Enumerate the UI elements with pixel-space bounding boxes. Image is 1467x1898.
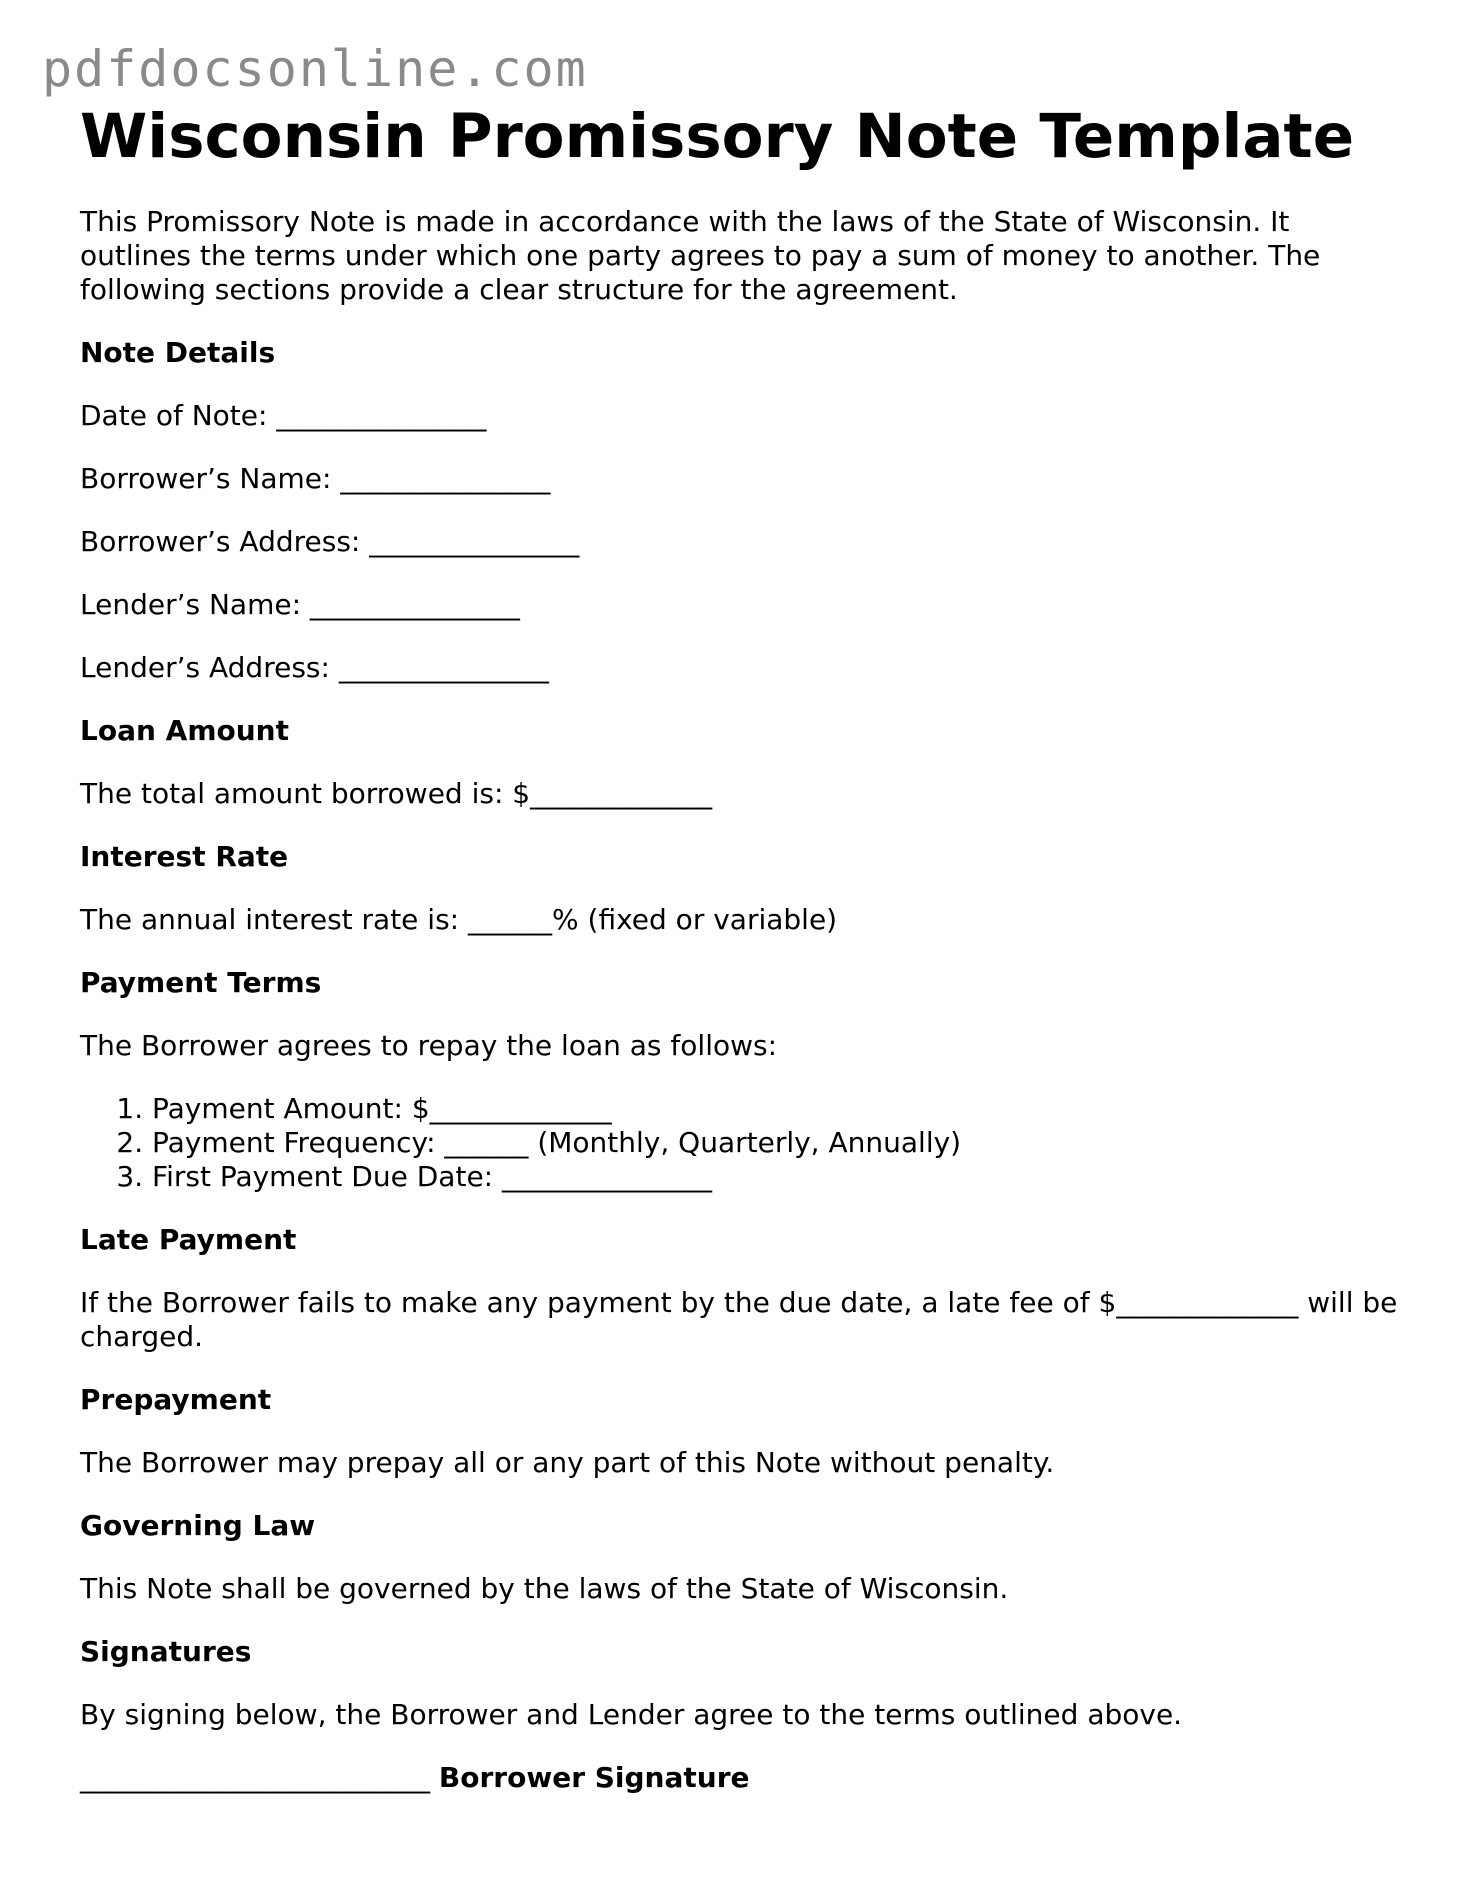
heading-signatures: Signatures	[80, 1635, 252, 1669]
field-borrower-address: Borrower’s Address: _______________	[80, 525, 580, 559]
borrower-signature-label: Borrower Signature	[438, 1761, 750, 1795]
heading-note-details: Note Details	[80, 336, 276, 370]
late-payment-text: If the Borrower fails to make any payment by the due date, a late fee of $_____________ will be charged.	[80, 1286, 1398, 1354]
payment-terms-list	[80, 1092, 1400, 1194]
payment-frequency-item: 2. Payment Frequency: ______ (Monthly, Quarterly, Annually)	[152, 1126, 1400, 1160]
document-body	[80, 100, 1400, 1795]
field-date-of-note: Date of Note: _______________	[80, 399, 487, 433]
heading-payment-terms: Payment Terms	[80, 966, 322, 1000]
watermark: pdfdocsonline.com	[42, 40, 588, 98]
intro-paragraph: This Promissory Note is made in accordance with the laws of the State of Wisconsin. It outlines the terms under which one party agrees to pay a sum of money to another. The following sections provide a clear structure for the agreement.	[80, 205, 1321, 307]
heading-prepayment: Prepayment	[80, 1383, 272, 1417]
interest-rate-text: The annual interest rate is: ______% (fixed or variable)	[80, 903, 838, 937]
field-lender-name: Lender’s Name: _______________	[80, 588, 520, 622]
signature-blank: _________________________	[80, 1761, 430, 1795]
signatures-text: By signing below, the Borrower and Lender agree to the terms outlined above.	[80, 1698, 1183, 1732]
heading-governing-law: Governing Law	[80, 1509, 316, 1543]
heading-late-payment: Late Payment	[80, 1223, 297, 1257]
loan-amount-text: The total amount borrowed is: $_____________	[80, 777, 713, 811]
payment-amount-item: 1. Payment Amount: $_____________	[152, 1092, 1400, 1126]
governing-law-text: This Note shall be governed by the laws of the State of Wisconsin.	[80, 1572, 1009, 1606]
borrower-signature-line	[80, 1761, 1400, 1795]
field-borrower-name: Borrower’s Name: _______________	[80, 462, 551, 496]
first-payment-due-item: 3. First Payment Due Date: _______________	[152, 1160, 1400, 1194]
field-lender-address: Lender’s Address: _______________	[80, 651, 549, 685]
prepayment-text: The Borrower may prepay all or any part of this Note without penalty.	[80, 1446, 1055, 1480]
document-title: Wisconsin Promissory Note Template	[80, 101, 1355, 172]
heading-interest-rate: Interest Rate	[80, 840, 289, 874]
heading-loan-amount: Loan Amount	[80, 714, 289, 748]
payment-terms-text: The Borrower agrees to repay the loan as follows:	[80, 1029, 778, 1063]
